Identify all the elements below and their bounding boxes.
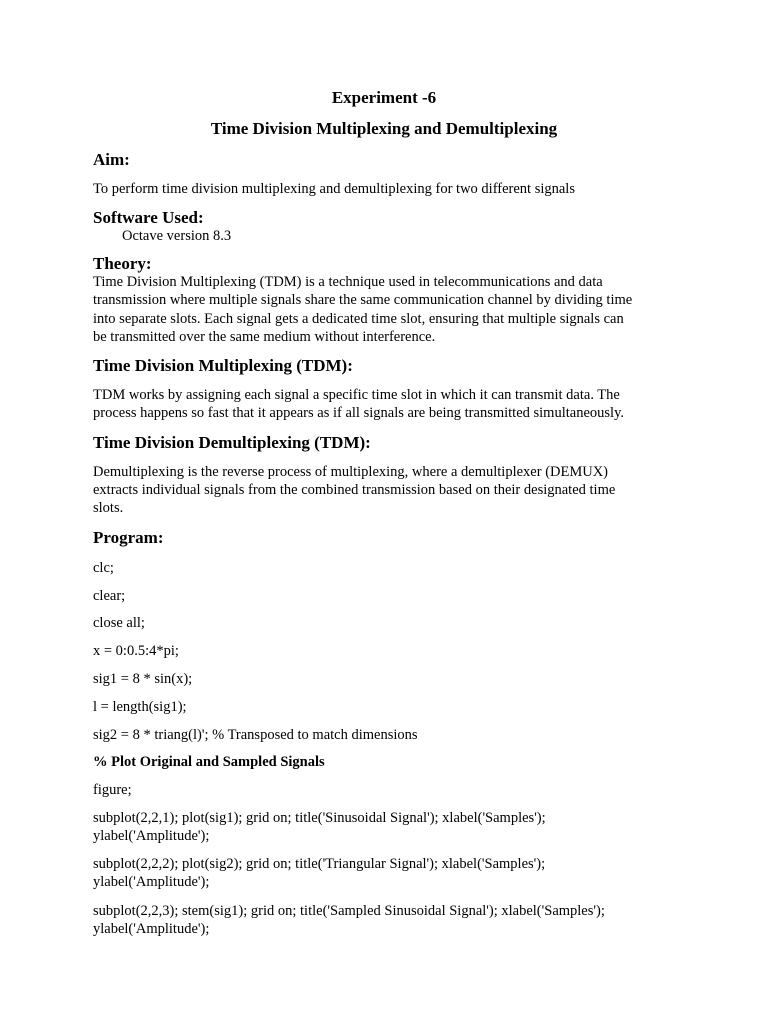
code-line: ylabel('Amplitude'); (93, 921, 210, 937)
code-line: ylabel('Amplitude'); (93, 874, 210, 890)
code-line: figure; (93, 782, 132, 798)
theory-line: Time Division Multiplexing (TDM) is a technique used in telecommunications and data (93, 274, 603, 290)
code-line: ylabel('Amplitude'); (93, 828, 210, 844)
tdm-heading: Time Division Multiplexing (TDM): (93, 356, 353, 375)
experiment-title: Experiment -6 (331, 88, 437, 107)
theory-line: transmission where multiple signals share the same communication channel by dividing time (93, 292, 633, 308)
code-line: sig1 = 8 * sin(x); (93, 671, 193, 687)
code-line: close all; (93, 615, 145, 631)
demux-line: slots. (93, 500, 124, 516)
aim-text: To perform time division multiplexing and demultiplexing for two different signals (93, 181, 575, 197)
code-line: l = length(sig1); (93, 699, 187, 715)
code-line: clear; (93, 588, 126, 604)
software-heading: Software Used: (93, 208, 204, 227)
demux-heading: Time Division Demultiplexing (TDM): (93, 433, 371, 452)
code-line: sig2 = 8 * triang(l)'; % Transposed to match dimensions (93, 727, 418, 743)
tdm-line: process happens so fast that it appears as if all signals are being transmitted simultaneously. (93, 405, 624, 421)
code-line: clc; (93, 560, 114, 576)
theory-line: be transmitted over the same medium without interference. (93, 329, 436, 345)
document-subtitle: Time Division Multiplexing and Demultiplexing (210, 119, 558, 138)
code-line: subplot(2,2,1); plot(sig1); grid on; title('Sinusoidal Signal'); xlabel('Samples'); (93, 810, 546, 826)
demux-line: extracts individual signals from the combined transmission based on their designated time (93, 482, 616, 498)
theory-line: into separate slots. Each signal gets a dedicated time slot, ensuring that multiple signals can (93, 311, 624, 327)
code-line: x = 0:0.5:4*pi; (93, 643, 179, 659)
code-line: subplot(2,2,3); stem(sig1); grid on; title('Sampled Sinusoidal Signal'); xlabel('Samples'); (93, 903, 605, 919)
demux-line: Demultiplexing is the reverse process of multiplexing, where a demultiplexer (DEMUX) (93, 464, 609, 480)
theory-heading: Theory: (93, 254, 152, 273)
software-text: Octave version 8.3 (122, 228, 232, 244)
code-line: subplot(2,2,2); plot(sig2); grid on; title('Triangular Signal'); xlabel('Samples'); (93, 856, 546, 872)
program-heading: Program: (93, 528, 164, 547)
code-comment-bold: % Plot Original and Sampled Signals (93, 754, 325, 770)
aim-heading: Aim: (93, 150, 130, 169)
tdm-line: TDM works by assigning each signal a specific time slot in which it can transmit data. The (93, 387, 620, 403)
